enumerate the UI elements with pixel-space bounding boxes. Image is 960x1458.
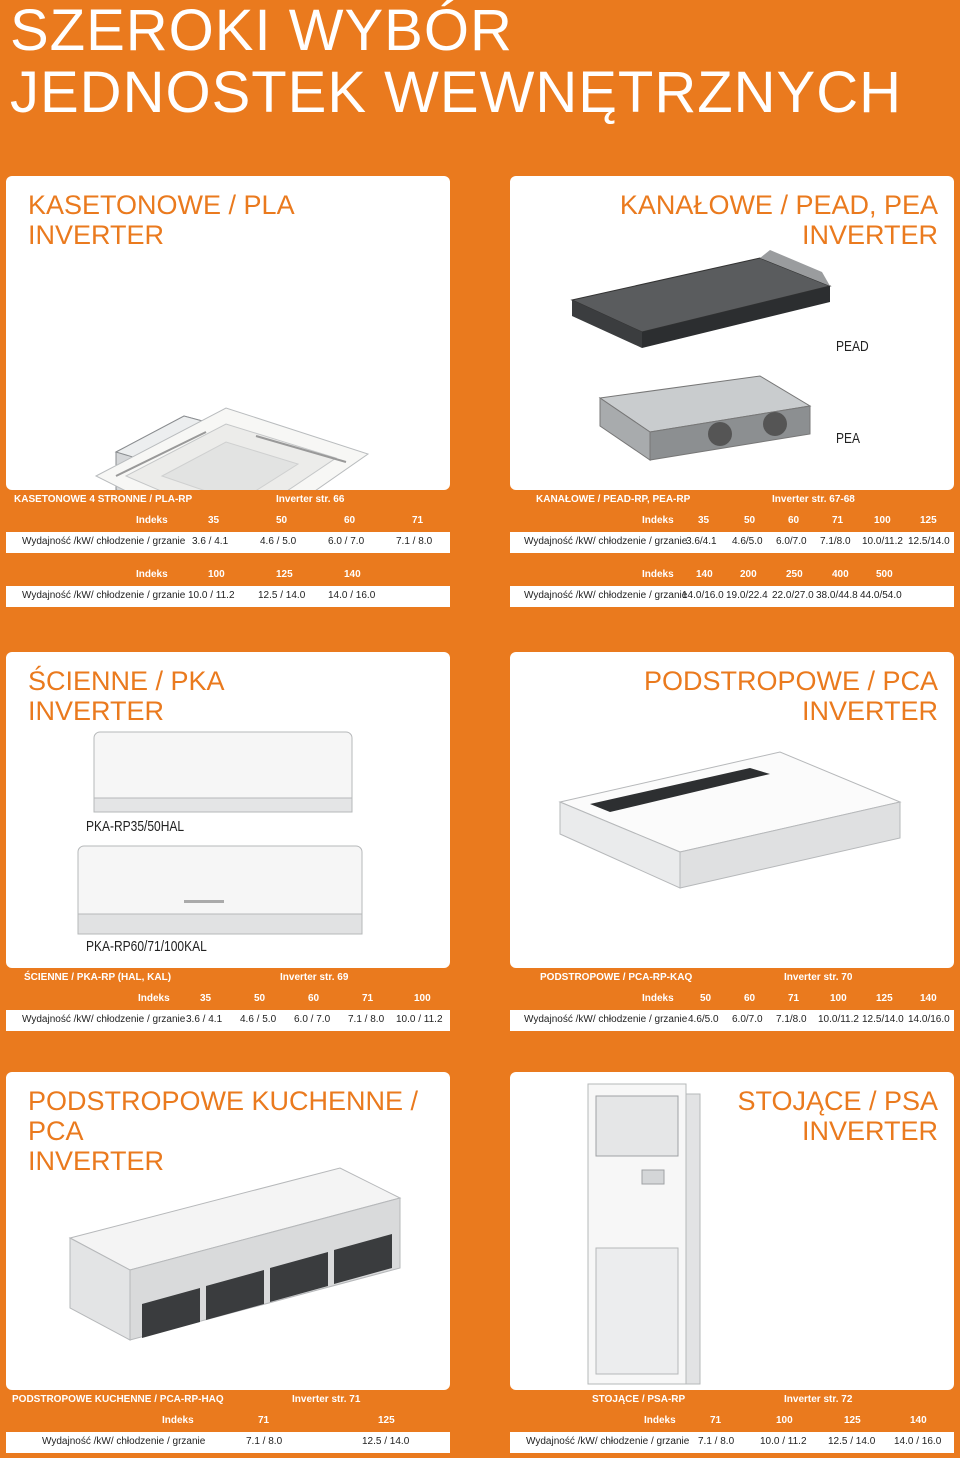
card-pca bbox=[510, 652, 954, 968]
card-pka-title-line2: INVERTER bbox=[28, 696, 165, 726]
table-pca-head bbox=[510, 968, 954, 989]
index-cell: 35 bbox=[200, 993, 212, 1004]
table-pca-index-row-1 bbox=[510, 989, 954, 1010]
table-pla-index-row-1 bbox=[6, 511, 450, 532]
card-pcak-title-line1: PODSTROPOWE KUCHENNE / PCA bbox=[28, 1086, 419, 1146]
value-cell: 6.0/7.0 bbox=[732, 1014, 763, 1025]
card-pead-title-line1: KANAŁOWE / PEAD, PEA bbox=[619, 190, 938, 220]
value-cell: 6.0 / 7.0 bbox=[328, 536, 365, 547]
index-cell: 250 bbox=[786, 569, 803, 580]
value-cell: 12.5 / 14.0 bbox=[258, 590, 306, 601]
value-label: Wydajność /kW/ chłodzenie / grzanie bbox=[42, 1436, 206, 1447]
card-pead bbox=[510, 176, 954, 490]
cassette-unit-image bbox=[6, 176, 450, 490]
index-cell: 140 bbox=[910, 1415, 927, 1426]
table-pcak bbox=[6, 1390, 450, 1453]
value-cell: 6.0/7.0 bbox=[776, 536, 807, 547]
label-pead: PEAD bbox=[836, 338, 869, 355]
index-cell: 125 bbox=[378, 1415, 395, 1426]
table-pead-index-row-1 bbox=[510, 511, 954, 532]
label-pka-small: PKA-RP35/50HAL bbox=[86, 818, 185, 835]
table-pka-head bbox=[6, 968, 450, 989]
table-pead-head-label: KANAŁOWE / PEAD-RP, PEA-RP bbox=[536, 494, 691, 505]
card-psa bbox=[510, 1072, 954, 1390]
card-pcak-title-line2: INVERTER bbox=[28, 1146, 165, 1176]
index-label: Indeks bbox=[162, 1415, 194, 1426]
value-label: Wydajność /kW/ chłodzenie / grzanie bbox=[22, 590, 186, 601]
value-label: Wydajność /kW/ chłodzenie / grzanie bbox=[22, 536, 186, 547]
index-cell: 71 bbox=[710, 1415, 722, 1426]
label-pka-large: PKA-RP60/71/100KAL bbox=[86, 938, 207, 955]
value-cell: 44.0/54.0 bbox=[860, 590, 902, 601]
table-pla bbox=[6, 490, 450, 607]
value-cell: 14.0/16.0 bbox=[908, 1014, 950, 1025]
table-psa-head-label: STOJĄCE / PSA-RP bbox=[592, 1394, 686, 1405]
table-pla-value-row-1 bbox=[6, 532, 450, 553]
value-cell: 4.6 / 5.0 bbox=[240, 1014, 277, 1025]
index-cell: 125 bbox=[920, 515, 937, 526]
kitchen-ceiling-unit-image bbox=[6, 1072, 450, 1390]
index-cell: 50 bbox=[276, 515, 288, 526]
table-pca-ref: Inverter str. 70 bbox=[784, 972, 853, 983]
index-cell: 35 bbox=[698, 515, 710, 526]
index-cell: 71 bbox=[788, 993, 800, 1004]
card-pka-title-line1: ŚCIENNE / PKA bbox=[28, 666, 225, 696]
table-pca bbox=[510, 968, 954, 1031]
value-label: Wydajność /kW/ chłodzenie / grzanie bbox=[526, 1436, 690, 1447]
index-cell: 400 bbox=[832, 569, 849, 580]
table-pka-ref: Inverter str. 69 bbox=[280, 972, 349, 983]
table-psa bbox=[510, 1390, 954, 1453]
index-label: Indeks bbox=[642, 993, 674, 1004]
index-cell: 50 bbox=[700, 993, 712, 1004]
label-pea: PEA bbox=[836, 430, 861, 447]
heading-line-1: SZEROKI WYBÓR bbox=[10, 0, 513, 63]
value-cell: 7.1 / 8.0 bbox=[396, 536, 433, 547]
card-pla-title-line1: KASETONOWE / PLA bbox=[28, 190, 295, 220]
value-cell: 12.5/14.0 bbox=[862, 1014, 904, 1025]
index-label: Indeks bbox=[138, 993, 170, 1004]
card-pla-title-line2: INVERTER bbox=[28, 220, 165, 250]
index-label: Indeks bbox=[642, 569, 674, 580]
value-cell: 6.0 / 7.0 bbox=[294, 1014, 331, 1025]
index-cell: 125 bbox=[876, 993, 893, 1004]
value-label: Wydajność /kW/ chłodzenie / grzanie bbox=[524, 536, 688, 547]
index-cell: 140 bbox=[344, 569, 361, 580]
table-pead-value-row-2 bbox=[510, 586, 954, 607]
index-cell: 50 bbox=[254, 993, 266, 1004]
table-pcak-head-label: PODSTROPOWE KUCHENNE / PCA-RP-HAQ bbox=[12, 1394, 224, 1405]
table-gap bbox=[6, 553, 450, 565]
value-cell: 12.5 / 14.0 bbox=[362, 1436, 410, 1447]
table-gap bbox=[510, 553, 954, 565]
table-pla-ref: Inverter str. 66 bbox=[276, 494, 345, 505]
card-pka bbox=[6, 652, 450, 968]
card-psa-title-line2: INVERTER bbox=[801, 1116, 938, 1146]
card-pca-title-line1: PODSTROPOWE / PCA bbox=[643, 666, 938, 696]
value-cell: 10.0 / 11.2 bbox=[188, 590, 235, 601]
table-pead-ref: Inverter str. 67-68 bbox=[772, 494, 855, 505]
value-cell: 4.6 / 5.0 bbox=[260, 536, 297, 547]
index-cell: 60 bbox=[744, 993, 756, 1004]
table-psa-value-row-1 bbox=[510, 1432, 954, 1453]
index-cell: 100 bbox=[874, 515, 891, 526]
ceiling-unit-image bbox=[510, 652, 954, 968]
index-cell: 60 bbox=[308, 993, 320, 1004]
value-cell: 14.0 / 16.0 bbox=[894, 1436, 942, 1447]
table-pcak-ref: Inverter str. 71 bbox=[292, 1394, 361, 1405]
value-cell: 7.1 / 8.0 bbox=[348, 1014, 385, 1025]
table-pca-head-label: PODSTROPOWE / PCA-RP-KAQ bbox=[540, 972, 693, 983]
table-pka-index-row-1 bbox=[6, 989, 450, 1010]
value-cell: 10.0 / 11.2 bbox=[396, 1014, 443, 1025]
value-cell: 10.0/11.2 bbox=[862, 536, 903, 547]
value-cell: 10.0/11.2 bbox=[818, 1014, 859, 1025]
value-cell: 14.0/16.0 bbox=[682, 590, 724, 601]
value-cell: 3.6/4.1 bbox=[686, 536, 717, 547]
value-label: Wydajność /kW/ chłodzenie / grzanie bbox=[524, 1014, 688, 1025]
table-pead-index-row-2 bbox=[510, 565, 954, 586]
value-cell: 4.6/5.0 bbox=[732, 536, 763, 547]
heading-line-2: JEDNOSTEK WEWNĘTRZNYCH bbox=[10, 60, 902, 125]
index-cell: 500 bbox=[876, 569, 893, 580]
index-cell: 71 bbox=[832, 515, 844, 526]
value-cell: 14.0 / 16.0 bbox=[328, 590, 376, 601]
wall-unit-image bbox=[6, 652, 450, 968]
table-pla-head-label: KASETONOWE 4 STRONNE / PLA-RP bbox=[14, 494, 193, 505]
index-cell: 100 bbox=[208, 569, 225, 580]
table-pcak-value-row-1 bbox=[6, 1432, 450, 1453]
index-cell: 35 bbox=[208, 515, 220, 526]
table-pcak-head bbox=[6, 1390, 450, 1411]
value-cell: 12.5/14.0 bbox=[908, 536, 950, 547]
index-cell: 125 bbox=[844, 1415, 861, 1426]
index-label: Indeks bbox=[136, 515, 168, 526]
index-cell: 200 bbox=[740, 569, 757, 580]
index-cell: 71 bbox=[362, 993, 374, 1004]
index-label: Indeks bbox=[644, 1415, 676, 1426]
value-cell: 7.1 / 8.0 bbox=[698, 1436, 735, 1447]
card-pca-title-line2: INVERTER bbox=[801, 696, 938, 726]
table-pead-head bbox=[510, 490, 954, 511]
table-pka-head-label: ŚCIENNE / PKA-RP (HAL, KAL) bbox=[24, 972, 172, 983]
value-cell: 38.0/44.8 bbox=[816, 590, 858, 601]
table-psa-head bbox=[510, 1390, 954, 1411]
table-pka bbox=[6, 968, 450, 1031]
table-pla-head bbox=[6, 490, 450, 511]
card-pla bbox=[6, 176, 450, 490]
index-cell: 100 bbox=[830, 993, 847, 1004]
card-psa-title-line1: STOJĄCE / PSA bbox=[737, 1086, 938, 1116]
index-cell: 100 bbox=[776, 1415, 793, 1426]
value-cell: 22.0/27.0 bbox=[772, 590, 814, 601]
index-cell: 71 bbox=[412, 515, 424, 526]
index-cell: 140 bbox=[920, 993, 937, 1004]
value-cell: 7.1/8.0 bbox=[776, 1014, 807, 1025]
index-cell: 140 bbox=[696, 569, 713, 580]
table-pka-value-row-1 bbox=[6, 1010, 450, 1031]
index-cell: 50 bbox=[744, 515, 756, 526]
index-cell: 60 bbox=[788, 515, 800, 526]
value-cell: 3.6 / 4.1 bbox=[192, 536, 229, 547]
table-pla-index-row-2 bbox=[6, 565, 450, 586]
index-cell: 100 bbox=[414, 993, 431, 1004]
card-pcak bbox=[6, 1072, 450, 1390]
floor-standing-unit-image bbox=[510, 1072, 954, 1390]
table-pca-value-row-1 bbox=[510, 1010, 954, 1031]
value-cell: 7.1 / 8.0 bbox=[246, 1436, 283, 1447]
card-pead-title-line2: INVERTER bbox=[801, 220, 938, 250]
value-cell: 10.0 / 11.2 bbox=[760, 1436, 807, 1447]
value-cell: 12.5 / 14.0 bbox=[828, 1436, 876, 1447]
value-cell: 7.1/8.0 bbox=[820, 536, 851, 547]
index-cell: 125 bbox=[276, 569, 293, 580]
table-psa-index-row-1 bbox=[510, 1411, 954, 1432]
value-cell: 19.0/22.4 bbox=[726, 590, 768, 601]
value-cell: 3.6 / 4.1 bbox=[186, 1014, 223, 1025]
table-pead-value-row-1 bbox=[510, 532, 954, 553]
index-cell: 71 bbox=[258, 1415, 270, 1426]
value-label: Wydajność /kW/ chłodzenie / grzanie bbox=[22, 1014, 186, 1025]
table-pcak-index-row-1 bbox=[6, 1411, 450, 1432]
index-cell: 60 bbox=[344, 515, 356, 526]
page-heading bbox=[10, 0, 902, 124]
table-pead bbox=[510, 490, 954, 607]
index-label: Indeks bbox=[136, 569, 168, 580]
index-label: Indeks bbox=[642, 515, 674, 526]
ducted-unit-image bbox=[510, 176, 954, 490]
value-label: Wydajność /kW/ chłodzenie / grzanie bbox=[524, 590, 688, 601]
table-psa-ref: Inverter str. 72 bbox=[784, 1394, 853, 1405]
table-pla-value-row-2 bbox=[6, 586, 450, 607]
value-cell: 4.6/5.0 bbox=[688, 1014, 719, 1025]
